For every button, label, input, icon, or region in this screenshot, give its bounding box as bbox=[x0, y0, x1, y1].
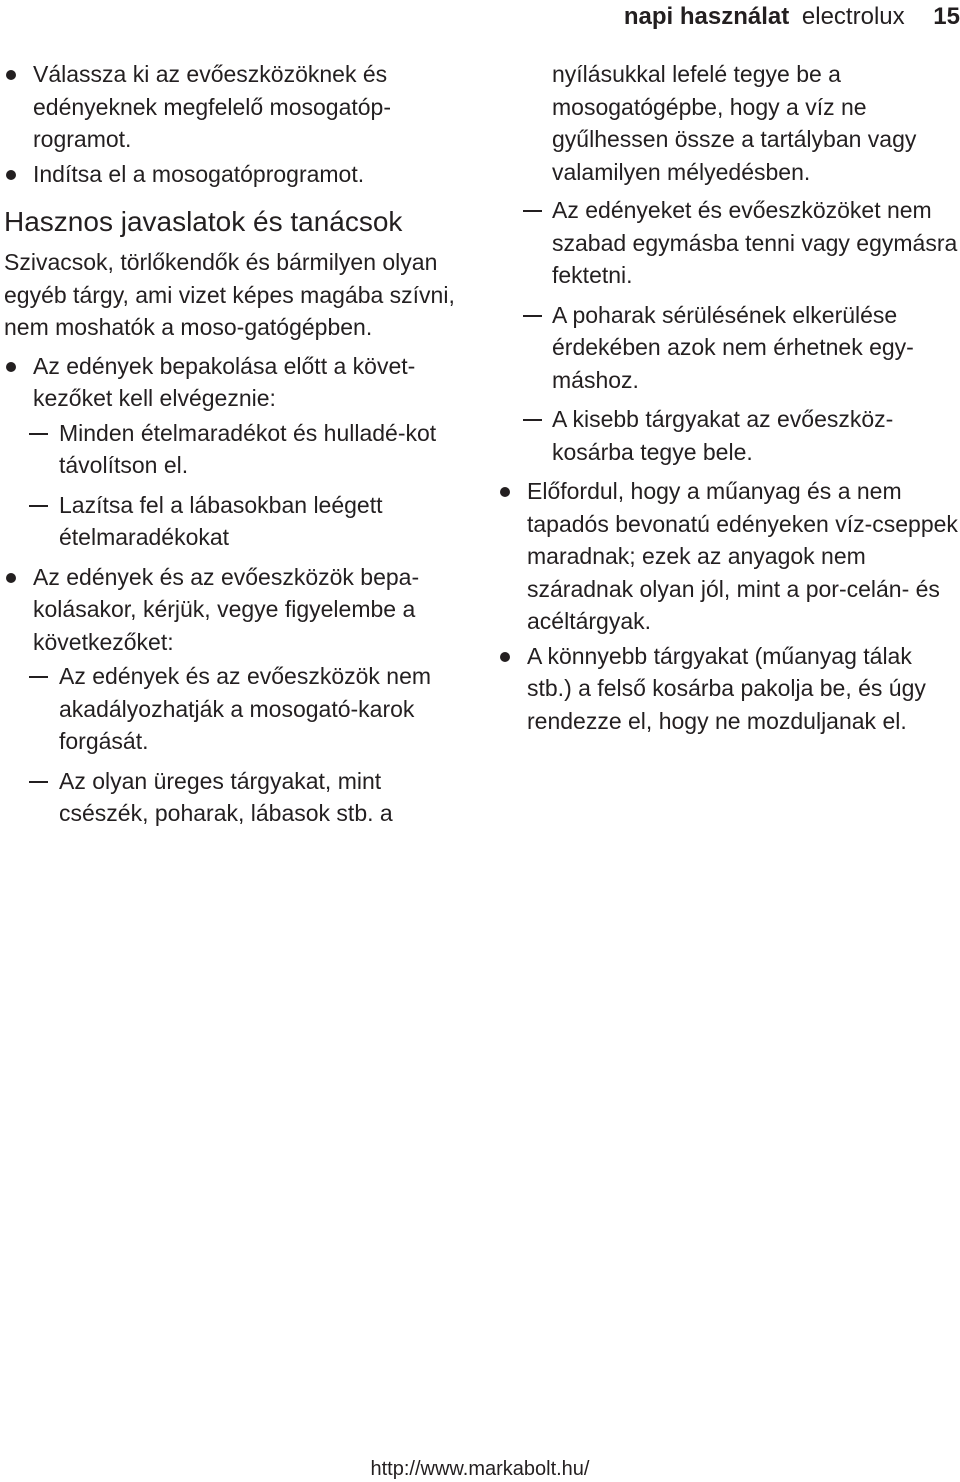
bullet-icon bbox=[6, 573, 16, 583]
dash-icon bbox=[29, 433, 48, 435]
bullet-icon bbox=[500, 652, 510, 662]
sub-list-item-text: Az edények és az evőeszközök nem akadályozhatják a mosogató-karok forgását. bbox=[59, 663, 432, 754]
sub-list-item-text: Az edényeket és evőeszközöket nem szabad egymásba tenni vagy egymásra fektetni. bbox=[552, 197, 958, 288]
list-item-text: Az edények és az evőeszközök bepa-kolásakor, kérjük, vegye figyelembe a következőket: bbox=[33, 563, 420, 655]
list-item-text: A könnyebb tárgyakat (műanyag tálak stb.) a felső kosárba pakolja be, és úgy rendezze el, hogy ne mozduljanak el. bbox=[527, 642, 926, 734]
sub-list-item bbox=[498, 194, 958, 292]
list-item bbox=[4, 158, 474, 191]
bullet-icon bbox=[500, 487, 510, 497]
list-item bbox=[4, 350, 474, 415]
dash-icon bbox=[523, 419, 542, 421]
sub-list-item bbox=[4, 489, 474, 554]
dash-icon bbox=[29, 505, 48, 507]
sub-list-item bbox=[498, 403, 958, 468]
sub-list-item-text: Lazítsa fel a lábasokban leégett ételmaradékokat bbox=[59, 491, 383, 550]
sub-list-item-text: A kisebb tárgyakat az evőeszköz-kosárba tegye bele. bbox=[552, 406, 894, 465]
dash-icon bbox=[29, 676, 48, 678]
list-item-text: Válassza ki az evőeszközöknek és edényeknek megfelelő mosogatóp-rogramot. bbox=[33, 61, 392, 152]
footer-url: http://www.markabolt.hu/ bbox=[370, 1458, 590, 1480]
list-item bbox=[498, 475, 958, 638]
sub-list-item bbox=[4, 417, 474, 482]
intro-paragraph: Szivacsok, törlőkendők és bármilyen olyan egyéb tárgy, ami vizet képes magába szívni, nem moshatók a moso-gatógépben. bbox=[4, 249, 455, 340]
list-item bbox=[4, 561, 474, 659]
sub-list-item-text: A poharak sérülésének elkerülése érdekében azok nem érhetnek egy-máshoz. bbox=[552, 301, 914, 393]
sub-list-item-text: Minden ételmaradékot és hulladé-kot távolítson el. bbox=[59, 419, 437, 478]
list-item bbox=[498, 640, 958, 738]
list-item-text: Indítsa el a mosogatóprogramot. bbox=[33, 160, 365, 187]
page-header bbox=[624, 0, 960, 34]
page-number: 15 bbox=[933, 3, 960, 30]
dash-icon bbox=[523, 210, 542, 212]
brand-name: electrolux bbox=[801, 3, 905, 30]
bullet-icon bbox=[6, 362, 16, 372]
bullet-icon bbox=[6, 70, 16, 80]
sub-list-item bbox=[4, 660, 474, 758]
left-column bbox=[4, 58, 474, 837]
list-item-text: Előfordul, hogy a műanyag és a nem tapadós bevonatú edényeken víz-cseppek maradnak; ezek az anyagok nem száradnak olyan jól, mint a por-celán- és acéltárgyak. bbox=[527, 478, 958, 634]
bullet-icon bbox=[6, 170, 16, 180]
sub-list-item bbox=[498, 299, 958, 397]
right-column bbox=[498, 58, 958, 739]
list-item bbox=[4, 58, 474, 156]
dash-icon bbox=[523, 315, 542, 317]
section-heading: Hasznos javaslatok és tanácsok bbox=[4, 206, 403, 237]
section-title: napi használat bbox=[623, 3, 790, 30]
continued-text: nyílásukkal lefelé tegye be a mosogatógépbe, hogy a víz ne gyűlhessen össze a tartályban vagy valamilyen mélyedésben. bbox=[552, 61, 917, 185]
sub-list-item bbox=[4, 765, 474, 830]
sub-list-item-text: Az olyan üreges tárgyakat, mint csészék, poharak, lábasok stb. a bbox=[59, 767, 393, 826]
list-item-text: Az edények bepakolása előtt a követ-kezőket kell elvégeznie: bbox=[33, 352, 416, 411]
dash-icon bbox=[29, 781, 48, 783]
